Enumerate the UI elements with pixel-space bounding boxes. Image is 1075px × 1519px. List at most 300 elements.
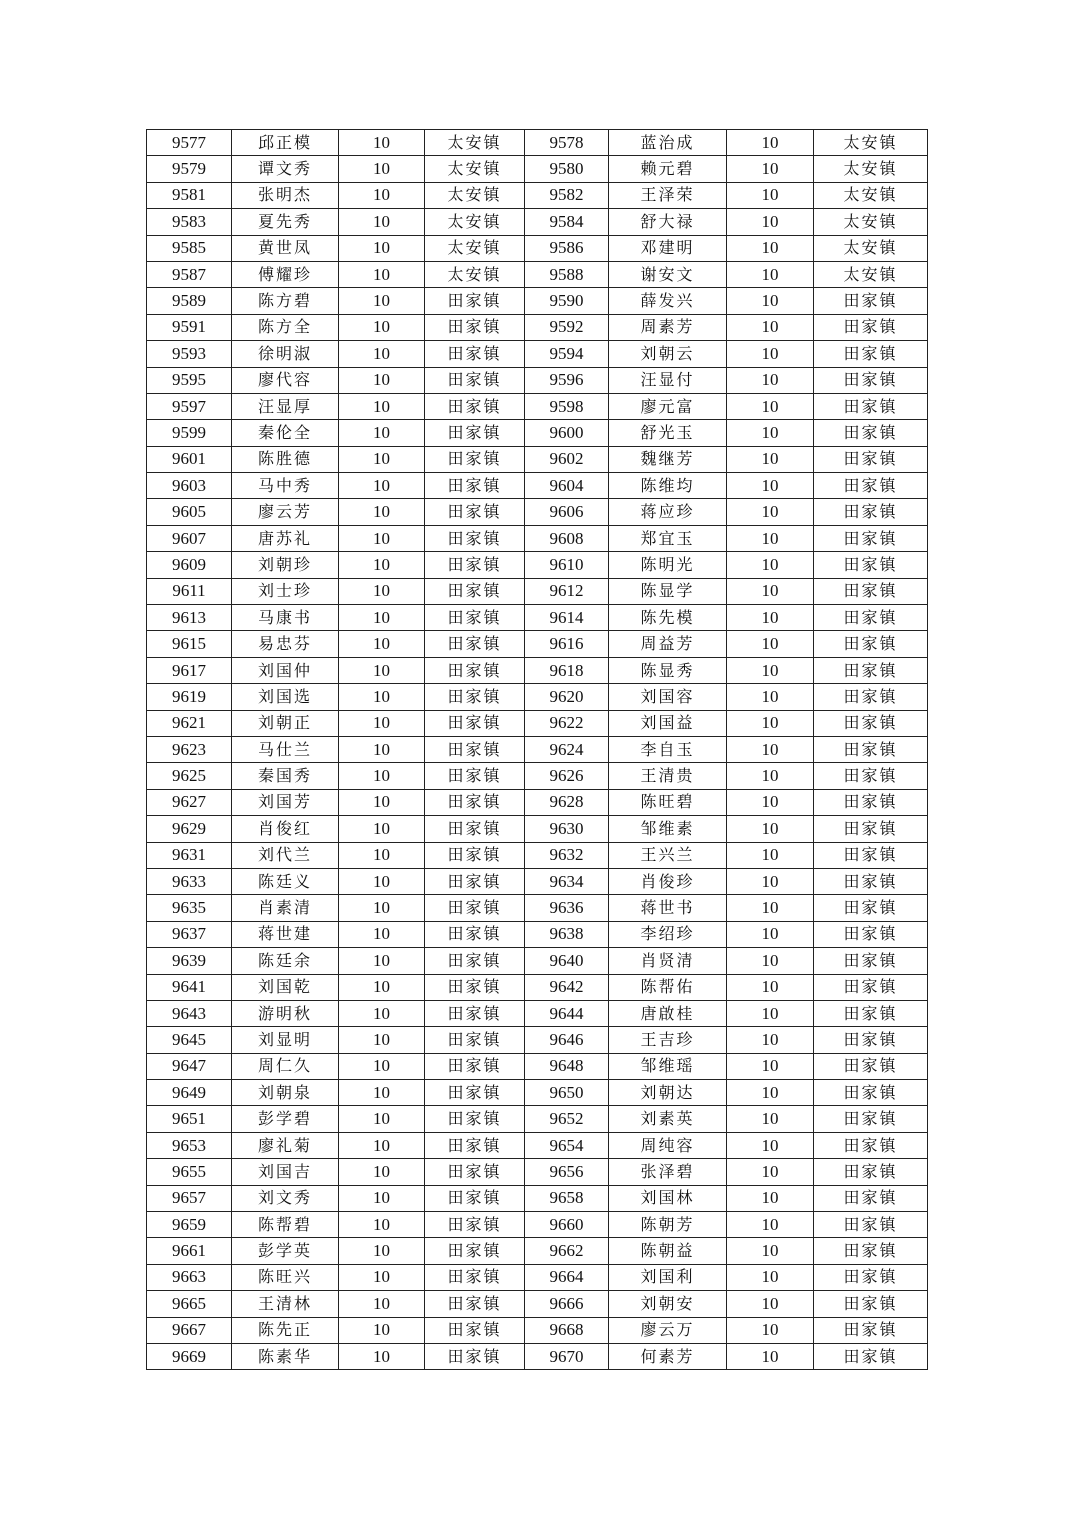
serial-no-cell: 9611 <box>147 578 232 604</box>
person-name-cell: 唐苏礼 <box>232 525 339 551</box>
serial-no-cell: 9670 <box>525 1343 609 1369</box>
person-name-cell: 廖代容 <box>232 367 339 393</box>
table-row <box>147 209 928 235</box>
person-name-cell: 陈朝益 <box>609 1238 727 1264</box>
person-name-cell: 王兴兰 <box>609 842 727 868</box>
person-name-cell: 蒋世建 <box>232 921 339 947</box>
person-name-cell: 游明秋 <box>232 1000 339 1026</box>
serial-no-cell: 9633 <box>147 868 232 894</box>
table-row <box>147 130 928 156</box>
serial-no-cell: 9594 <box>525 341 609 367</box>
serial-no-cell: 9629 <box>147 816 232 842</box>
amount-cell: 10 <box>339 605 425 631</box>
town-cell: 田家镇 <box>425 341 525 367</box>
amount-cell: 10 <box>339 868 425 894</box>
person-name-cell: 周益芳 <box>609 631 727 657</box>
town-cell: 田家镇 <box>814 816 928 842</box>
town-cell: 田家镇 <box>814 1212 928 1238</box>
amount-cell: 10 <box>339 473 425 499</box>
table-row <box>147 895 928 921</box>
town-cell: 田家镇 <box>425 1106 525 1132</box>
amount-cell: 10 <box>727 341 814 367</box>
town-cell: 田家镇 <box>425 895 525 921</box>
table-row <box>147 1264 928 1290</box>
town-cell: 田家镇 <box>425 1291 525 1317</box>
table-row <box>147 684 928 710</box>
person-name-cell: 周纯容 <box>609 1132 727 1158</box>
town-cell: 田家镇 <box>425 1317 525 1343</box>
amount-cell: 10 <box>339 895 425 921</box>
town-cell: 田家镇 <box>814 1106 928 1132</box>
person-name-cell: 王清林 <box>232 1291 339 1317</box>
table-row <box>147 921 928 947</box>
amount-cell: 10 <box>339 1291 425 1317</box>
town-cell: 太安镇 <box>425 209 525 235</box>
serial-no-cell: 9596 <box>525 367 609 393</box>
amount-cell: 10 <box>727 1317 814 1343</box>
serial-no-cell: 9609 <box>147 552 232 578</box>
amount-cell: 10 <box>339 736 425 762</box>
amount-cell: 10 <box>727 1185 814 1211</box>
town-cell: 田家镇 <box>425 525 525 551</box>
serial-no-cell: 9623 <box>147 736 232 762</box>
person-name-cell: 夏先秀 <box>232 209 339 235</box>
town-cell: 田家镇 <box>425 473 525 499</box>
table-row <box>147 974 928 1000</box>
amount-cell: 10 <box>339 842 425 868</box>
amount-cell: 10 <box>339 367 425 393</box>
person-name-cell: 刘朝安 <box>609 1291 727 1317</box>
town-cell: 太安镇 <box>814 156 928 182</box>
serial-no-cell: 9581 <box>147 182 232 208</box>
town-cell: 田家镇 <box>425 1238 525 1264</box>
amount-cell: 10 <box>727 1027 814 1053</box>
person-name-cell: 陈方全 <box>232 314 339 340</box>
amount-cell: 10 <box>727 393 814 419</box>
person-name-cell: 刘朝珍 <box>232 552 339 578</box>
person-name-cell: 刘国林 <box>609 1185 727 1211</box>
table-row <box>147 393 928 419</box>
person-name-cell: 陈明光 <box>609 552 727 578</box>
table-row <box>147 1000 928 1026</box>
serial-no-cell: 9651 <box>147 1106 232 1132</box>
serial-no-cell: 9646 <box>525 1027 609 1053</box>
amount-cell: 10 <box>727 605 814 631</box>
town-cell: 田家镇 <box>814 473 928 499</box>
person-name-cell: 刘文秀 <box>232 1185 339 1211</box>
serial-no-cell: 9662 <box>525 1238 609 1264</box>
serial-no-cell: 9586 <box>525 235 609 261</box>
serial-no-cell: 9605 <box>147 499 232 525</box>
amount-cell: 10 <box>339 816 425 842</box>
town-cell: 田家镇 <box>814 525 928 551</box>
serial-no-cell: 9597 <box>147 393 232 419</box>
table-row <box>147 1291 928 1317</box>
town-cell: 田家镇 <box>814 736 928 762</box>
amount-cell: 10 <box>339 789 425 815</box>
person-name-cell: 张泽碧 <box>609 1159 727 1185</box>
town-cell: 田家镇 <box>814 974 928 1000</box>
person-name-cell: 易忠芬 <box>232 631 339 657</box>
amount-cell: 10 <box>339 1185 425 1211</box>
town-cell: 田家镇 <box>814 1291 928 1317</box>
serial-no-cell: 9600 <box>525 420 609 446</box>
town-cell: 田家镇 <box>814 341 928 367</box>
person-name-cell: 廖云芳 <box>232 499 339 525</box>
person-name-cell: 马康书 <box>232 605 339 631</box>
amount-cell: 10 <box>727 948 814 974</box>
town-cell: 田家镇 <box>814 895 928 921</box>
town-cell: 田家镇 <box>814 1317 928 1343</box>
amount-cell: 10 <box>339 684 425 710</box>
serial-no-cell: 9654 <box>525 1132 609 1158</box>
serial-no-cell: 9589 <box>147 288 232 314</box>
person-name-cell: 黄世凤 <box>232 235 339 261</box>
amount-cell: 10 <box>339 631 425 657</box>
amount-cell: 10 <box>727 1343 814 1369</box>
person-name-cell: 刘士珍 <box>232 578 339 604</box>
amount-cell: 10 <box>339 657 425 683</box>
person-name-cell: 刘国芳 <box>232 789 339 815</box>
amount-cell: 10 <box>727 1291 814 1317</box>
person-name-cell: 彭学英 <box>232 1238 339 1264</box>
serial-no-cell: 9649 <box>147 1080 232 1106</box>
person-name-cell: 陈旺碧 <box>609 789 727 815</box>
amount-cell: 10 <box>727 895 814 921</box>
amount-cell: 10 <box>727 288 814 314</box>
amount-cell: 10 <box>339 763 425 789</box>
amount-cell: 10 <box>339 1132 425 1158</box>
amount-cell: 10 <box>339 156 425 182</box>
person-name-cell: 刘国选 <box>232 684 339 710</box>
amount-cell: 10 <box>727 684 814 710</box>
town-cell: 田家镇 <box>425 1185 525 1211</box>
person-name-cell: 马仕兰 <box>232 736 339 762</box>
table-row <box>147 367 928 393</box>
town-cell: 田家镇 <box>425 921 525 947</box>
person-name-cell: 陈先模 <box>609 605 727 631</box>
table-row <box>147 948 928 974</box>
amount-cell: 10 <box>339 948 425 974</box>
amount-cell: 10 <box>727 1132 814 1158</box>
town-cell: 田家镇 <box>814 789 928 815</box>
amount-cell: 10 <box>339 130 425 156</box>
person-name-cell: 舒光玉 <box>609 420 727 446</box>
person-name-cell: 谭文秀 <box>232 156 339 182</box>
serial-no-cell: 9587 <box>147 261 232 287</box>
amount-cell: 10 <box>339 1000 425 1026</box>
town-cell: 田家镇 <box>425 367 525 393</box>
serial-no-cell: 9582 <box>525 182 609 208</box>
town-cell: 田家镇 <box>425 816 525 842</box>
serial-no-cell: 9668 <box>525 1317 609 1343</box>
town-cell: 田家镇 <box>814 552 928 578</box>
person-name-cell: 肖俊珍 <box>609 868 727 894</box>
serial-no-cell: 9644 <box>525 1000 609 1026</box>
amount-cell: 10 <box>339 1053 425 1079</box>
serial-no-cell: 9643 <box>147 1000 232 1026</box>
amount-cell: 10 <box>339 314 425 340</box>
person-name-cell: 肖俊红 <box>232 816 339 842</box>
serial-no-cell: 9666 <box>525 1291 609 1317</box>
person-name-cell: 赖元碧 <box>609 156 727 182</box>
serial-no-cell: 9627 <box>147 789 232 815</box>
town-cell: 田家镇 <box>425 578 525 604</box>
town-cell: 田家镇 <box>814 288 928 314</box>
table-row <box>147 868 928 894</box>
town-cell: 田家镇 <box>425 684 525 710</box>
town-cell: 田家镇 <box>425 605 525 631</box>
table-row <box>147 1027 928 1053</box>
amount-cell: 10 <box>339 552 425 578</box>
amount-cell: 10 <box>727 868 814 894</box>
table-row <box>147 842 928 868</box>
town-cell: 太安镇 <box>425 156 525 182</box>
amount-cell: 10 <box>727 816 814 842</box>
town-cell: 太安镇 <box>814 209 928 235</box>
serial-no-cell: 9584 <box>525 209 609 235</box>
table-row <box>147 341 928 367</box>
serial-no-cell: 9665 <box>147 1291 232 1317</box>
town-cell: 田家镇 <box>814 868 928 894</box>
town-cell: 田家镇 <box>425 288 525 314</box>
serial-no-cell: 9578 <box>525 130 609 156</box>
serial-no-cell: 9638 <box>525 921 609 947</box>
person-name-cell: 刘素英 <box>609 1106 727 1132</box>
person-name-cell: 刘朝云 <box>609 341 727 367</box>
amount-cell: 10 <box>339 525 425 551</box>
serial-no-cell: 9615 <box>147 631 232 657</box>
table-row <box>147 657 928 683</box>
serial-no-cell: 9636 <box>525 895 609 921</box>
amount-cell: 10 <box>727 763 814 789</box>
person-name-cell: 周仁久 <box>232 1053 339 1079</box>
table-row <box>147 235 928 261</box>
table-row <box>147 261 928 287</box>
person-name-cell: 刘朝泉 <box>232 1080 339 1106</box>
person-name-cell: 魏继芳 <box>609 446 727 472</box>
person-name-cell: 刘朝达 <box>609 1080 727 1106</box>
amount-cell: 10 <box>727 710 814 736</box>
town-cell: 田家镇 <box>814 1132 928 1158</box>
amount-cell: 10 <box>727 235 814 261</box>
person-name-cell: 蒋世书 <box>609 895 727 921</box>
town-cell: 田家镇 <box>814 314 928 340</box>
serial-no-cell: 9604 <box>525 473 609 499</box>
serial-no-cell: 9659 <box>147 1212 232 1238</box>
town-cell: 田家镇 <box>425 1132 525 1158</box>
town-cell: 田家镇 <box>814 1000 928 1026</box>
person-name-cell: 陈朝芳 <box>609 1212 727 1238</box>
person-name-cell: 陈廷余 <box>232 948 339 974</box>
person-name-cell: 陈先正 <box>232 1317 339 1343</box>
amount-cell: 10 <box>727 420 814 446</box>
person-name-cell: 刘国吉 <box>232 1159 339 1185</box>
serial-no-cell: 9620 <box>525 684 609 710</box>
town-cell: 太安镇 <box>814 130 928 156</box>
amount-cell: 10 <box>727 525 814 551</box>
person-name-cell: 刘国利 <box>609 1264 727 1290</box>
amount-cell: 10 <box>339 1027 425 1053</box>
serial-no-cell: 9658 <box>525 1185 609 1211</box>
serial-no-cell: 9632 <box>525 842 609 868</box>
town-cell: 田家镇 <box>425 314 525 340</box>
amount-cell: 10 <box>727 842 814 868</box>
town-cell: 田家镇 <box>425 1212 525 1238</box>
town-cell: 田家镇 <box>814 1159 928 1185</box>
town-cell: 太安镇 <box>814 182 928 208</box>
amount-cell: 10 <box>339 1159 425 1185</box>
person-name-cell: 陈旺兴 <box>232 1264 339 1290</box>
person-name-cell: 陈方碧 <box>232 288 339 314</box>
person-name-cell: 秦国秀 <box>232 763 339 789</box>
table-row <box>147 288 928 314</box>
serial-no-cell: 9580 <box>525 156 609 182</box>
serial-no-cell: 9657 <box>147 1185 232 1211</box>
town-cell: 田家镇 <box>814 1027 928 1053</box>
serial-no-cell: 9642 <box>525 974 609 1000</box>
amount-cell: 10 <box>339 499 425 525</box>
amount-cell: 10 <box>339 420 425 446</box>
serial-no-cell: 9616 <box>525 631 609 657</box>
amount-cell: 10 <box>727 499 814 525</box>
person-name-cell: 邹维瑶 <box>609 1053 727 1079</box>
amount-cell: 10 <box>727 789 814 815</box>
serial-no-cell: 9667 <box>147 1317 232 1343</box>
amount-cell: 10 <box>339 209 425 235</box>
person-name-cell: 陈帮碧 <box>232 1212 339 1238</box>
serial-no-cell: 9656 <box>525 1159 609 1185</box>
town-cell: 田家镇 <box>814 710 928 736</box>
amount-cell: 10 <box>339 1264 425 1290</box>
town-cell: 田家镇 <box>425 948 525 974</box>
amount-cell: 10 <box>727 657 814 683</box>
person-name-cell: 邓建明 <box>609 235 727 261</box>
serial-no-cell: 9598 <box>525 393 609 419</box>
town-cell: 田家镇 <box>425 763 525 789</box>
amount-cell: 10 <box>339 1343 425 1369</box>
table-row <box>147 525 928 551</box>
amount-cell: 10 <box>727 1212 814 1238</box>
serial-no-cell: 9664 <box>525 1264 609 1290</box>
serial-no-cell: 9648 <box>525 1053 609 1079</box>
amount-cell: 10 <box>339 393 425 419</box>
person-name-cell: 谢安文 <box>609 261 727 287</box>
person-name-cell: 李自玉 <box>609 736 727 762</box>
amount-cell: 10 <box>727 736 814 762</box>
serial-no-cell: 9617 <box>147 657 232 683</box>
person-name-cell: 陈胜德 <box>232 446 339 472</box>
table-row <box>147 552 928 578</box>
town-cell: 田家镇 <box>814 605 928 631</box>
town-cell: 田家镇 <box>425 499 525 525</box>
town-cell: 田家镇 <box>814 1080 928 1106</box>
person-name-cell: 肖素清 <box>232 895 339 921</box>
amount-cell: 10 <box>339 1080 425 1106</box>
amount-cell: 10 <box>727 921 814 947</box>
person-name-cell: 傅耀珍 <box>232 261 339 287</box>
roster-table <box>146 129 928 1370</box>
roster-table-body <box>147 130 928 1370</box>
amount-cell: 10 <box>339 1238 425 1264</box>
serial-no-cell: 9626 <box>525 763 609 789</box>
serial-no-cell: 9595 <box>147 367 232 393</box>
amount-cell: 10 <box>727 1080 814 1106</box>
serial-no-cell: 9603 <box>147 473 232 499</box>
person-name-cell: 汪显付 <box>609 367 727 393</box>
serial-no-cell: 9583 <box>147 209 232 235</box>
serial-no-cell: 9590 <box>525 288 609 314</box>
person-name-cell: 蒋应珍 <box>609 499 727 525</box>
town-cell: 田家镇 <box>425 657 525 683</box>
serial-no-cell: 9650 <box>525 1080 609 1106</box>
amount-cell: 10 <box>727 156 814 182</box>
serial-no-cell: 9625 <box>147 763 232 789</box>
serial-no-cell: 9579 <box>147 156 232 182</box>
table-row <box>147 446 928 472</box>
table-row <box>147 499 928 525</box>
serial-no-cell: 9631 <box>147 842 232 868</box>
serial-no-cell: 9602 <box>525 446 609 472</box>
table-row <box>147 420 928 446</box>
serial-no-cell: 9610 <box>525 552 609 578</box>
table-row <box>147 816 928 842</box>
town-cell: 太安镇 <box>425 130 525 156</box>
serial-no-cell: 9608 <box>525 525 609 551</box>
serial-no-cell: 9641 <box>147 974 232 1000</box>
person-name-cell: 刘显明 <box>232 1027 339 1053</box>
amount-cell: 10 <box>339 446 425 472</box>
table-row <box>147 1212 928 1238</box>
amount-cell: 10 <box>339 974 425 1000</box>
table-row <box>147 1132 928 1158</box>
serial-no-cell: 9640 <box>525 948 609 974</box>
person-name-cell: 周素芳 <box>609 314 727 340</box>
amount-cell: 10 <box>727 552 814 578</box>
serial-no-cell: 9613 <box>147 605 232 631</box>
town-cell: 太安镇 <box>425 261 525 287</box>
town-cell: 太安镇 <box>425 182 525 208</box>
amount-cell: 10 <box>727 182 814 208</box>
town-cell: 田家镇 <box>814 1053 928 1079</box>
town-cell: 田家镇 <box>814 393 928 419</box>
town-cell: 田家镇 <box>814 921 928 947</box>
town-cell: 田家镇 <box>814 1238 928 1264</box>
serial-no-cell: 9601 <box>147 446 232 472</box>
serial-no-cell: 9618 <box>525 657 609 683</box>
serial-no-cell: 9645 <box>147 1027 232 1053</box>
table-row <box>147 789 928 815</box>
town-cell: 田家镇 <box>425 842 525 868</box>
town-cell: 田家镇 <box>814 367 928 393</box>
amount-cell: 10 <box>339 261 425 287</box>
town-cell: 田家镇 <box>425 868 525 894</box>
amount-cell: 10 <box>727 314 814 340</box>
person-name-cell: 刘国容 <box>609 684 727 710</box>
person-name-cell: 陈维均 <box>609 473 727 499</box>
amount-cell: 10 <box>727 473 814 499</box>
amount-cell: 10 <box>339 1106 425 1132</box>
amount-cell: 10 <box>339 182 425 208</box>
town-cell: 田家镇 <box>814 684 928 710</box>
amount-cell: 10 <box>727 974 814 1000</box>
table-row <box>147 710 928 736</box>
serial-no-cell: 9593 <box>147 341 232 367</box>
person-name-cell: 李绍珍 <box>609 921 727 947</box>
town-cell: 田家镇 <box>425 1159 525 1185</box>
person-name-cell: 邱正模 <box>232 130 339 156</box>
person-name-cell: 陈显秀 <box>609 657 727 683</box>
